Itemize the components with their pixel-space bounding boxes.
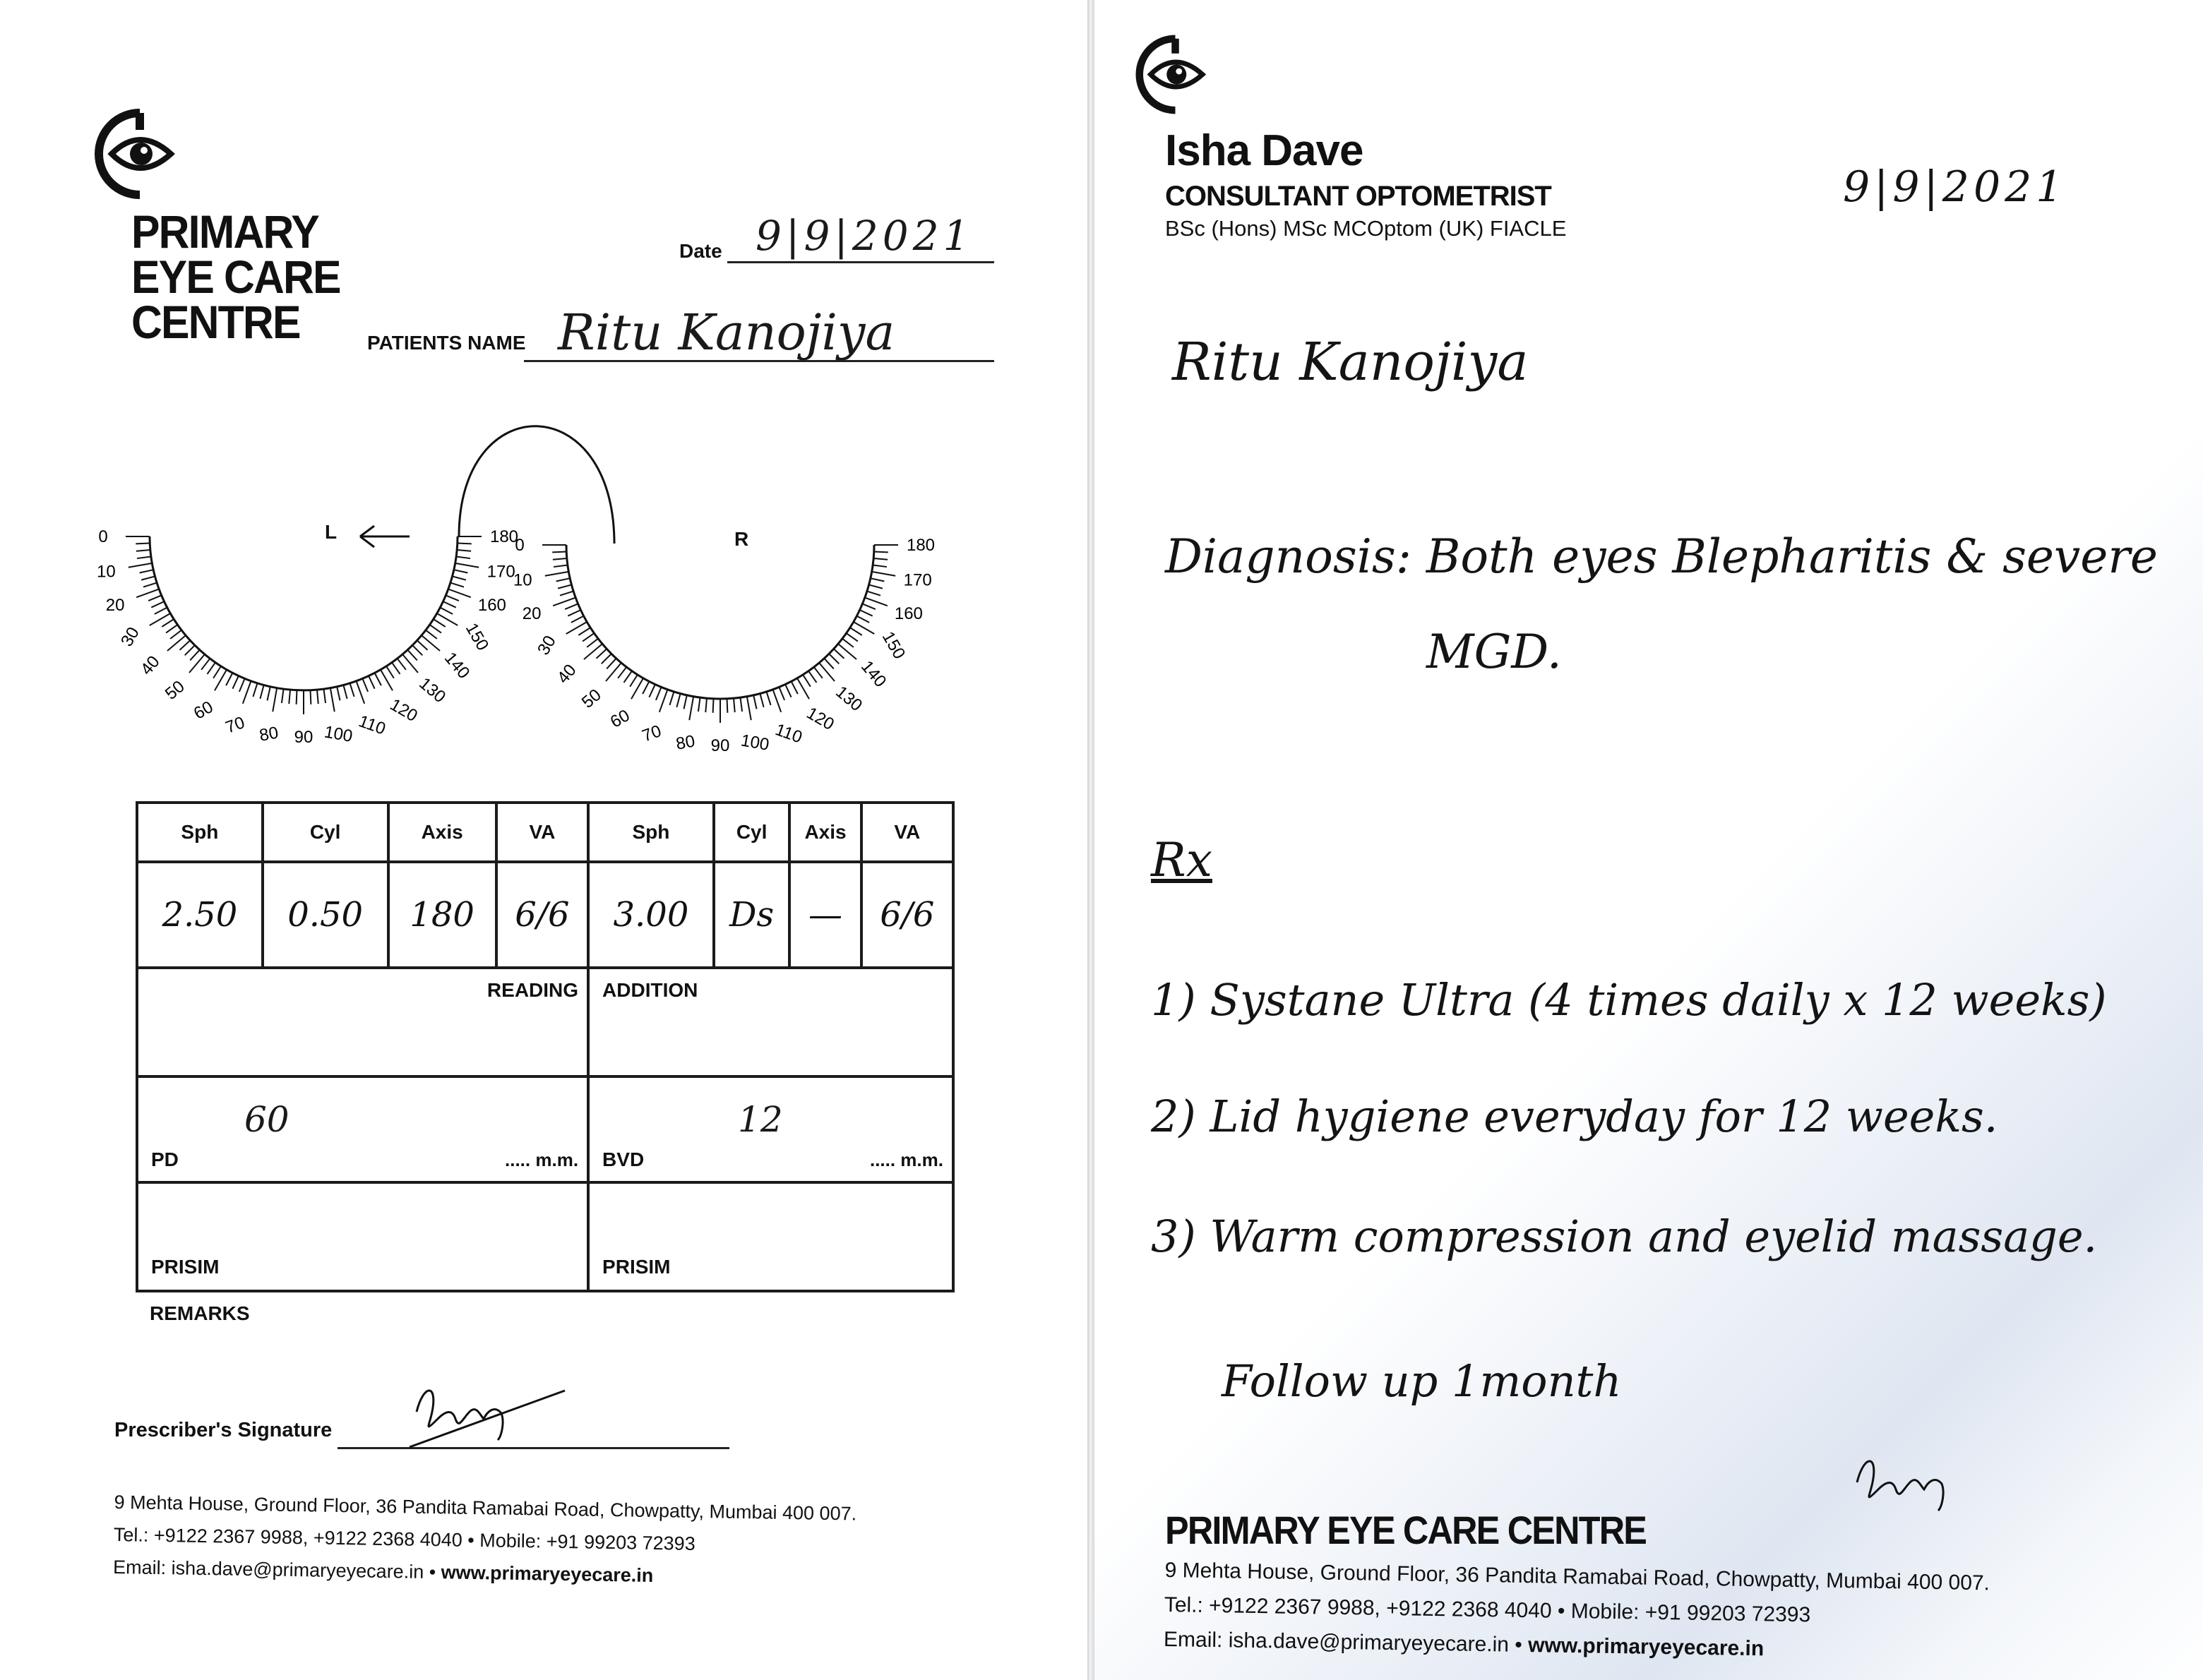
dial-tick: [874, 552, 888, 553]
table-cell: 0.50: [263, 862, 388, 968]
dial-tick: [243, 681, 251, 704]
dial-tick-label: 120: [803, 703, 837, 735]
dial-tick: [727, 699, 728, 713]
dial-tick-label: 100: [739, 731, 771, 755]
dial-tick: [180, 640, 191, 650]
dial-tick-label: 140: [440, 648, 474, 683]
patient-name-label: PATIENTS NAME: [367, 332, 526, 354]
dial-tick: [659, 690, 668, 712]
dial-tick-label: 110: [772, 720, 805, 748]
dial-tick: [456, 556, 470, 558]
dial-tick: [618, 667, 626, 678]
dial-tick: [773, 690, 782, 712]
dial-tick: [587, 639, 598, 647]
dial-tick: [454, 570, 468, 572]
dial-tick: [767, 692, 771, 705]
dial-tick: [649, 685, 655, 697]
dial-tick: [584, 644, 602, 659]
dial-tick: [656, 687, 662, 700]
bvd-unit: ..... m.m.: [869, 1149, 943, 1170]
doctor-title: CONSULTANT OPTOMETRIST: [1165, 181, 1551, 212]
dial-tick: [834, 649, 844, 659]
dial-tick: [267, 687, 270, 701]
dial-tick-label: 100: [323, 722, 354, 746]
dial-tick: [330, 688, 335, 712]
dial-tick-label: 140: [856, 656, 890, 691]
bvd-value: 12: [738, 1099, 783, 1140]
dial-tick: [337, 687, 340, 701]
dial-tick: [170, 630, 181, 639]
eye-logo-icon: [97, 106, 182, 201]
dial-tick-label: 40: [553, 660, 580, 688]
table-cell: 2.50: [137, 862, 263, 968]
dial-tick: [565, 604, 578, 609]
dial-tick: [143, 583, 157, 587]
dial-tick: [553, 598, 575, 606]
dial-tick-label: 30: [534, 632, 560, 659]
dial-tick: [630, 675, 638, 687]
axis-arrow-icon: [360, 526, 410, 547]
dial-tick: [407, 650, 417, 661]
dial-tick: [136, 550, 150, 551]
col-header: VA: [496, 803, 588, 862]
dial-arc: [150, 536, 458, 690]
clinic-name-line1: PRIMARY: [131, 205, 318, 258]
clinic-name: [131, 205, 340, 348]
dial-tick-label: 180: [489, 527, 519, 546]
col-header: Axis: [789, 803, 861, 862]
dial-tick-label: 110: [356, 712, 388, 739]
date-underline: [727, 261, 994, 263]
dial-tick: [398, 659, 406, 670]
table-cell: —: [789, 862, 861, 968]
dial-tick: [623, 671, 631, 683]
dial-tick: [713, 699, 714, 713]
dial-tick-label: 160: [894, 604, 923, 624]
dial-tick: [578, 628, 590, 635]
patient-name-value: Ritu Kanojiya: [558, 304, 895, 361]
dial-tick: [792, 681, 798, 694]
dial-tick: [386, 666, 394, 678]
dial-tick: [705, 698, 707, 712]
dial-tick: [137, 556, 151, 558]
dial-tick: [872, 572, 895, 576]
dial-tick: [323, 689, 326, 703]
dial-tick-label: 30: [117, 623, 143, 650]
dial-tick: [369, 676, 374, 689]
dial-tick: [871, 578, 885, 581]
dial-tick: [151, 601, 164, 607]
dial-tick: [606, 663, 621, 681]
dial-tick: [558, 584, 571, 588]
phone-line: Tel.: +9122 2367 9988, +9122 2368 4040 • Mobile: +91 99203 72393: [1164, 1592, 1811, 1627]
dial-tick: [167, 635, 186, 651]
dial-tick: [141, 576, 155, 580]
prism-left-label: PRISIM: [151, 1256, 220, 1278]
dial-tick-label: 130: [832, 682, 866, 716]
dial-tick: [607, 659, 616, 669]
dial-tick: [417, 640, 428, 650]
dial-tick: [560, 592, 573, 596]
dial-tick: [602, 654, 611, 664]
dial-tick: [457, 550, 471, 551]
dial-tick: [450, 583, 464, 587]
doctor-name: Isha Dave: [1165, 126, 1363, 175]
dial-tick: [676, 694, 680, 707]
dial-tick-label: 70: [639, 721, 664, 746]
dial-tick: [239, 678, 245, 691]
email-text: Email: isha.dave@primaryeyecare.in: [1163, 1627, 1510, 1657]
prescription-form-page: [0, 0, 1087, 1680]
dial-tick: [201, 659, 210, 670]
dial-tick-label: 50: [578, 685, 605, 712]
dial-tick: [140, 570, 154, 572]
dial-tick-label: 80: [258, 723, 280, 745]
rx-item: 3) Warm compression and eyelid massage.: [1151, 1211, 2098, 1262]
table-row: [137, 1182, 953, 1291]
dial-left-label: L: [325, 521, 338, 543]
contact-line: Email: isha.dave@primaryeyecare.in • www.primaryeyecare.in: [1163, 1627, 1765, 1661]
dial-tick: [873, 565, 887, 567]
dial-tick: [357, 681, 365, 704]
dial-tick-label: 20: [105, 596, 125, 616]
dial-tick-label: 130: [415, 673, 450, 707]
dial-tick: [847, 633, 858, 641]
dial-tick-label: 150: [461, 620, 493, 654]
addition-label: ADDITION: [602, 979, 698, 1001]
footer-clinic-name: PRIMARY EYE CARE CENTRE: [1165, 1508, 1647, 1552]
table-cell: 6/6: [861, 862, 953, 968]
dial-tick: [375, 673, 381, 685]
date-label: Date: [679, 240, 722, 262]
dial-tick: [553, 558, 567, 560]
note-date: 9|9|2021: [1843, 162, 2067, 212]
remarks-label: REMARKS: [150, 1302, 250, 1324]
addition-cell: [588, 968, 953, 1076]
dial-tick: [803, 675, 811, 687]
dial-tick: [453, 576, 466, 580]
dial-tick: [166, 625, 177, 632]
clinic-name-line2: EYE CARE: [131, 251, 340, 303]
dial-tick-label: 150: [878, 628, 909, 663]
follow-up-note: Follow up 1month: [1222, 1355, 1622, 1407]
clinic-name-line3: CENTRE: [131, 296, 300, 348]
dial-tick-label: 120: [386, 695, 421, 726]
phone-line: Tel.: +9122 2367 9988, +9122 2368 4040 • Mobile: +91 99203 72393: [113, 1523, 695, 1554]
dial-tick: [814, 667, 823, 678]
dial-tick-label: 80: [674, 731, 697, 754]
dial-tick: [213, 666, 221, 678]
dial-right-label: R: [734, 528, 749, 550]
contact-line: Email: isha.dave@primaryeyecare.in • www.primaryeyecare.in: [112, 1556, 654, 1587]
table-cell: 6/6: [496, 862, 588, 968]
website-text: www.primaryeyecare.in: [441, 1561, 654, 1587]
table-cell: 180: [388, 862, 496, 968]
right-eye-dial: [513, 536, 935, 755]
table-row: [137, 862, 953, 968]
dial-tick: [819, 663, 835, 681]
address-block: [113, 1486, 857, 1595]
dial-tick-label: 40: [136, 652, 164, 679]
dial-tick: [190, 650, 200, 661]
dial-tick: [643, 681, 649, 694]
dial-tick: [785, 685, 791, 697]
note-patient-name: Ritu Kanojiya: [1172, 332, 1529, 392]
dial-tick: [430, 625, 441, 632]
dial-tick: [434, 619, 446, 627]
dial-tick-label: 160: [477, 596, 506, 616]
dial-tick-label: 20: [522, 604, 542, 624]
dial-tick: [734, 698, 735, 712]
dial-tick: [873, 558, 888, 560]
dial-tick: [753, 695, 756, 709]
dial-tick-label: 70: [222, 713, 248, 738]
reading-cell: [137, 968, 588, 1076]
col-header: VA: [861, 803, 953, 862]
dial-arc: [566, 545, 874, 699]
dial-tick: [554, 565, 568, 567]
table-header-row: [137, 803, 953, 862]
col-header: Cyl: [714, 803, 790, 862]
dial-tick-label: 180: [906, 536, 936, 555]
dial-tick: [747, 697, 751, 720]
prescription-note-page: [1094, 0, 2203, 1680]
prism-right-label: PRISIM: [602, 1256, 671, 1278]
dial-tick: [412, 645, 422, 655]
dial-tick-label: 170: [486, 562, 515, 582]
col-header: Cyl: [263, 803, 388, 862]
dial-tick: [698, 697, 700, 712]
dial-tick: [808, 671, 816, 683]
prescriber-signature-label: Prescriber's Signature: [114, 1419, 333, 1441]
dial-tick: [422, 635, 440, 651]
table-cell: 3.00: [588, 862, 714, 968]
dial-tick: [446, 595, 458, 601]
dial-tick-label: 0: [515, 536, 525, 555]
prism-left-cell: [137, 1182, 588, 1291]
dial-tick: [829, 654, 839, 664]
dial-tick: [392, 663, 400, 674]
pd-value: 60: [244, 1099, 289, 1140]
dial-tick: [448, 589, 471, 598]
dial-tick: [862, 604, 875, 609]
dial-tick: [162, 619, 174, 627]
address-block: [1164, 1553, 1990, 1669]
reading-label: READING: [486, 979, 579, 1001]
dial-tick: [838, 644, 856, 659]
eye-logo-icon: [1138, 32, 1212, 116]
rx-heading: Rx: [1151, 833, 1212, 887]
dial-tick-label: 50: [161, 677, 189, 704]
dial-tick: [865, 598, 888, 606]
dial-tick: [669, 692, 674, 705]
col-header: Axis: [388, 803, 496, 862]
col-header: Sph: [588, 803, 714, 862]
diagnosis-line2: MGD.: [1426, 625, 1562, 679]
dial-tick: [443, 601, 456, 607]
diagnosis-line1: Diagnosis: Both eyes Blepharitis & severe: [1165, 529, 2158, 584]
dial-tick: [260, 685, 263, 699]
dial-tick: [343, 685, 347, 699]
dial-tick: [317, 690, 318, 704]
dial-tick-label: 170: [903, 570, 932, 590]
dial-tick-label: 60: [607, 706, 633, 732]
dial-tick: [568, 610, 580, 616]
dial-tick: [850, 628, 862, 635]
dial-tick: [350, 683, 354, 697]
dial-tick: [842, 639, 854, 647]
dial-tick: [129, 563, 152, 568]
refraction-table: [136, 801, 955, 1292]
address-line: 9 Mehta House, Ground Floor, 36 Pandita Ramabai Road, Chowpatty, Mumbai 400 007.: [114, 1491, 857, 1525]
dial-tick: [689, 697, 693, 720]
dial-tick: [402, 654, 418, 673]
rx-item: 1) Systane Ultra (4 times daily x 12 weeks): [1151, 974, 2107, 1026]
dial-tick: [779, 687, 784, 700]
date-value: 9|9|2021: [756, 212, 974, 260]
dial-tick-label: 60: [190, 697, 217, 724]
dial-tick: [740, 697, 742, 712]
dial-tick: [867, 592, 880, 596]
bvd-label: BVD: [602, 1148, 645, 1170]
dial-tick: [189, 654, 205, 673]
dial-tick: [426, 630, 437, 639]
dial-tick: [207, 663, 215, 674]
dial-tick: [860, 610, 873, 616]
dial-tick: [148, 595, 161, 601]
dial-tick: [155, 608, 167, 614]
dial-connector: [459, 426, 614, 544]
dial-tick: [185, 645, 195, 655]
dial-tick-label: 0: [98, 527, 108, 546]
axis-dial-chart: [96, 424, 974, 762]
dial-tick: [683, 695, 686, 709]
dial-tick: [556, 578, 571, 581]
dial-tick-label: 90: [710, 736, 730, 755]
dial-tick: [136, 589, 159, 598]
dial-tick: [545, 572, 568, 576]
dial-tick: [571, 616, 584, 623]
pd-unit: ..... m.m.: [505, 1149, 579, 1170]
prism-right-cell: [588, 1182, 953, 1291]
dial-tick: [455, 563, 479, 568]
dial-tick: [552, 552, 566, 553]
dial-tick: [760, 694, 763, 707]
doctor-qualifications: BSc (Hons) MSc MCOptom (UK) FIACLE: [1165, 216, 1567, 241]
left-eye-dial: [97, 527, 518, 747]
table-row: [137, 1076, 953, 1182]
pd-label: PD: [151, 1148, 179, 1170]
dial-tick: [583, 633, 594, 641]
address-line: 9 Mehta House, Ground Floor, 36 Pandita Ramabai Road, Chowpatty, Mumbai 400 007.: [1164, 1558, 1990, 1595]
dial-tick: [289, 690, 290, 704]
dial-tick: [856, 616, 869, 623]
dial-tick: [440, 608, 453, 614]
dial-tick: [869, 584, 883, 588]
website-text: www.primaryeyecare.in: [1527, 1633, 1765, 1661]
dial-tick-label: 10: [513, 570, 532, 590]
dial-tick: [282, 689, 284, 703]
handwritten-signature: [395, 1369, 579, 1468]
dial-tick: [362, 678, 368, 691]
dial-tick: [232, 676, 238, 689]
dial-tick: [253, 683, 257, 697]
dial-tick: [824, 659, 834, 669]
email-text: Email: isha.dave@primaryeyecare.in: [112, 1556, 424, 1583]
dial-tick-label: 90: [294, 728, 314, 747]
col-header: Sph: [137, 803, 263, 862]
dial-tick: [597, 649, 607, 659]
bvd-cell: [588, 1076, 953, 1182]
rx-item: 2) Lid hygiene everyday for 12 weeks.: [1151, 1091, 1998, 1142]
dial-tick: [273, 688, 277, 712]
pd-cell: [137, 1076, 588, 1182]
handwritten-signature: [1843, 1440, 2012, 1518]
dial-tick-label: 10: [96, 562, 116, 582]
table-row: [137, 968, 953, 1076]
page-divider: [1087, 0, 1094, 1680]
table-cell: Ds: [714, 862, 790, 968]
dial-tick: [226, 673, 232, 685]
